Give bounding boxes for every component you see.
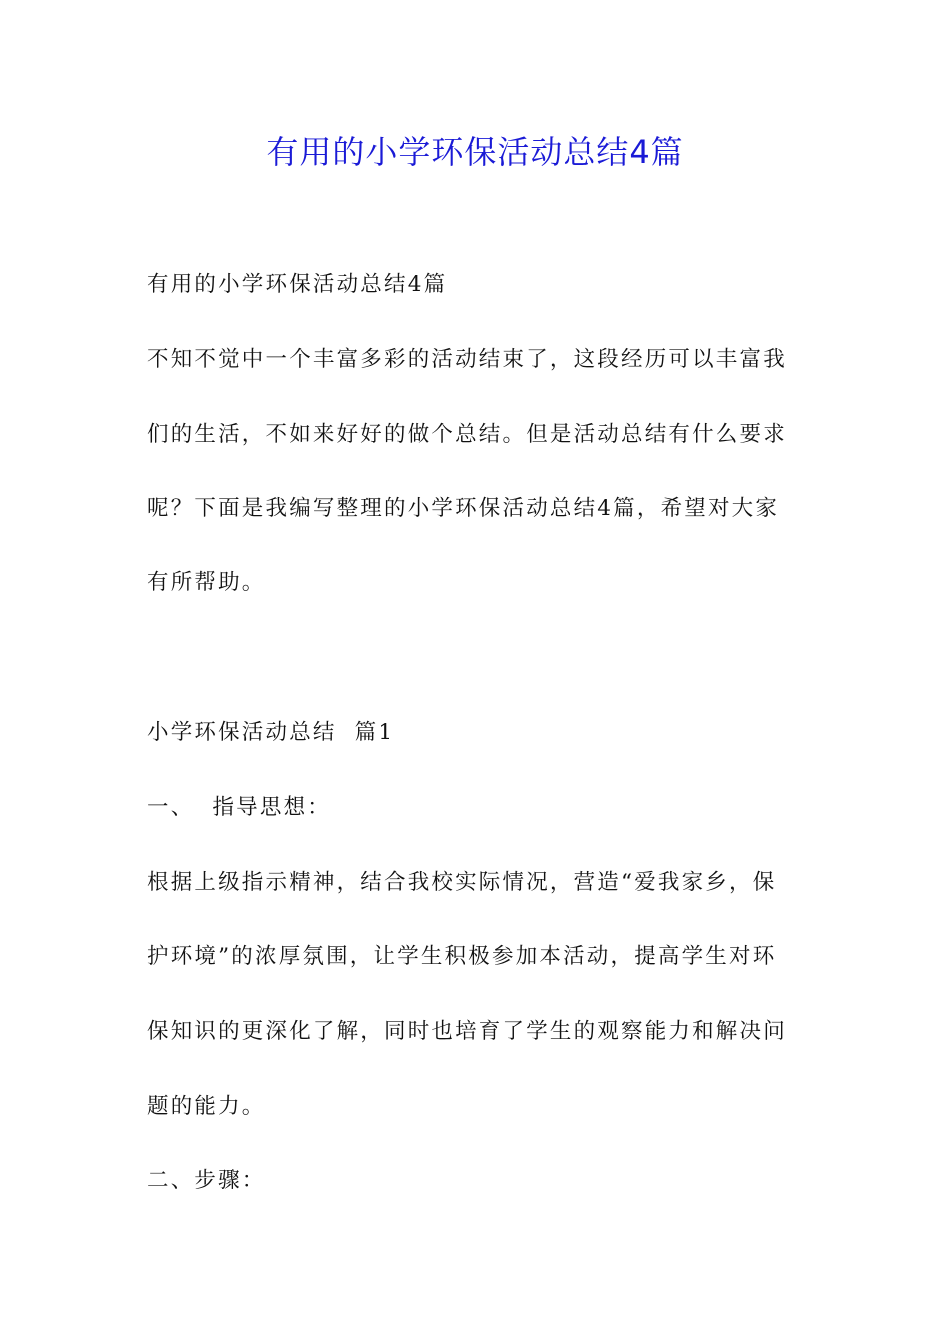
body-paragraph-line-4: 题的能力。 bbox=[147, 1094, 266, 1119]
body-paragraph-line-2: 护环境”的浓厚氛围，让学生积极参加本活动，提高学生对环 bbox=[147, 944, 777, 969]
body-paragraph-line-1: 根据上级指示精神，结合我校实际情况，营造“爱我家乡，保 bbox=[147, 870, 777, 895]
section-heading-part-1: 小学环保活动总结 篇1 bbox=[147, 720, 395, 745]
intro-heading: 有用的小学环保活动总结4篇 bbox=[147, 272, 448, 297]
intro-paragraph-line-2: 们的生活，不如来好好的做个总结。但是活动总结有什么要求 bbox=[147, 422, 787, 447]
intro-paragraph-line-1: 不知不觉中一个丰富多彩的活动结束了，这段经历可以丰富我 bbox=[147, 347, 787, 372]
intro-paragraph-line-4: 有所帮助。 bbox=[147, 570, 266, 595]
subsection-steps: 二、步骤： bbox=[147, 1168, 266, 1193]
document-title: 有用的小学环保活动总结4篇 bbox=[266, 133, 684, 171]
subsection-guiding-ideology: 一、 指导思想： bbox=[147, 795, 331, 820]
intro-paragraph-line-3: 呢？下面是我编写整理的小学环保活动总结4篇，希望对大家 bbox=[147, 496, 780, 521]
body-paragraph-line-3: 保知识的更深化了解，同时也培育了学生的观察能力和解决问 bbox=[147, 1019, 787, 1044]
